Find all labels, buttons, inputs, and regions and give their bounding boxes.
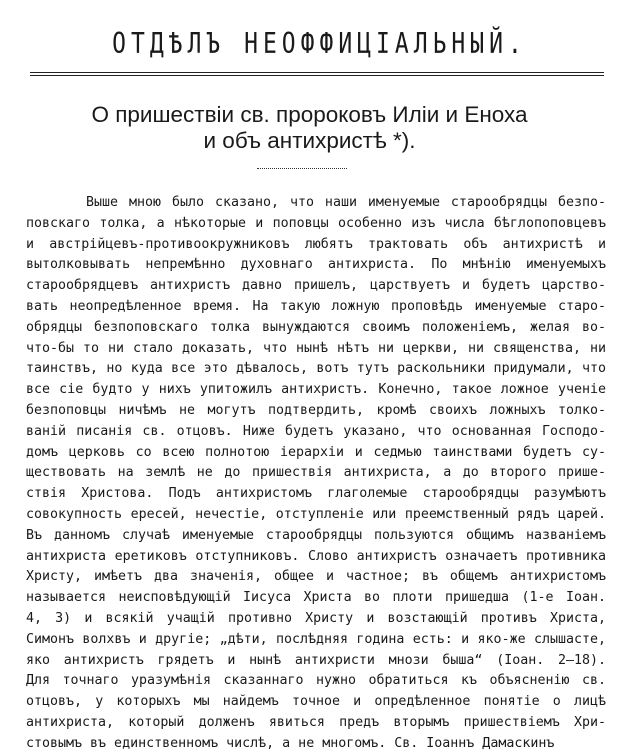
- body-line: ванiй писанiя св. отцовъ. Ниже будетъ указано, что основанная Господо-: [26, 423, 606, 439]
- body-line: стовымъ въ единственномъ числѣ, а не многомъ. Св. Iоаннъ Дамаскинъ: [26, 735, 555, 751]
- body-line: вать неопредѣленное время. На такую ложную проповѣдь именуемые старо-: [26, 298, 606, 314]
- body-line: все сiе будто у нихъ упитожилъ антихристъ. Конечно, такое ложное ученiе: [26, 382, 606, 398]
- body-line: 4, 3) и всякiй учащiй противно Христу и возстающiй противъ Христа,: [26, 610, 606, 626]
- body-line: совокупность ересей, нечестiе, отступленiе или преемственный рядъ царей.: [26, 506, 606, 522]
- article-title-line-2: и объ антихристѣ *).: [203, 128, 416, 153]
- body-line: отцовъ, у которыхъ мы найдемъ точное и опредѣленное понятiе о лицѣ: [26, 694, 606, 710]
- body-line: старообрядцевъ антихристъ давно пришелъ, царствуетъ и будетъ царство-: [26, 278, 606, 294]
- body-line: яко антихристъ грядетъ и нынѣ антихристи мнози быша“ (Iоан. 2—18).: [26, 652, 606, 668]
- body-line: Выше мною было сказано, что наши именуемые старообрядцы безпо-: [86, 195, 606, 210]
- body-line: ствiя Христова. Подъ антихристомъ глаголемые старообрядцы разумѣютъ: [26, 486, 606, 502]
- body-line: и австрiйцевъ-противоокружниковъ любятъ трактовать объ антихристѣ и: [26, 236, 606, 252]
- body-line: Симонъ волхвъ и другiе; „дѣти, послѣдняя година есть: и яко-же слышасте,: [26, 631, 606, 647]
- body-line: домъ церковь со всею полнотою iерархiи и седмью таинствами будетъ су-: [26, 444, 606, 460]
- body-line: называется неисповѣдующiй Iисуса Христа во плоти пришедша (1-е Iоан.: [26, 590, 606, 606]
- body-line: обрядцы безпоповскаго толка вынуждаются своимъ положенiемъ, желая во-: [26, 319, 606, 335]
- body-line: таинствъ, но куда все это дѣвалось, вотъ тутъ раскольники придумали, что: [26, 361, 606, 377]
- body-line: что-бы то ни стало доказать, что нынѣ нѣтъ ни церкви, ни священства, ни: [26, 340, 606, 356]
- title-divider: [257, 168, 347, 169]
- body-line: Христу, имѣетъ два значенiя, общее и частное; въ общемъ антихристомъ: [26, 569, 606, 585]
- body-line: антихриста еретиковъ отступниковъ. Слово антихристъ означаетъ противника: [26, 548, 606, 564]
- body-line: Для точнаго уразумѣнiя сказаннаго нужно обратиться къ объясненiю св.: [26, 673, 606, 689]
- article-body: [26, 193, 606, 755]
- article-title-line-1: О пришествiи св. пророковъ Илiи и Еноха: [91, 102, 528, 127]
- body-line: повскаго толка, а нѣкоторые и поповцы особенно изъ числа бѣглопоповцевъ: [26, 215, 606, 231]
- body-line: ществовать на землѣ не до пришествiя антихриста, а до второго прише-: [26, 465, 606, 481]
- article-title: [26, 102, 613, 154]
- body-line: безпоповцы ничѣмъ не могутъ подтвердить, кромѣ своихъ ложныхъ толко-: [26, 402, 606, 418]
- section-title: ОТДѢЛЪ НЕОФФИЦIАЛЬНЫЙ.: [112, 27, 527, 61]
- body-line: Въ данномъ случаѣ именуемые старообрядцы пользуются общимъ названiемъ: [26, 527, 606, 543]
- body-line: антихриста, который долженъ явиться предъ вторымъ пришествiемъ Хри-: [26, 714, 606, 730]
- body-line: вытолковывать непремѣнно духовнаго антихриста. По мнѣнiю именуемыхъ: [26, 257, 606, 273]
- header-rule: [30, 72, 604, 76]
